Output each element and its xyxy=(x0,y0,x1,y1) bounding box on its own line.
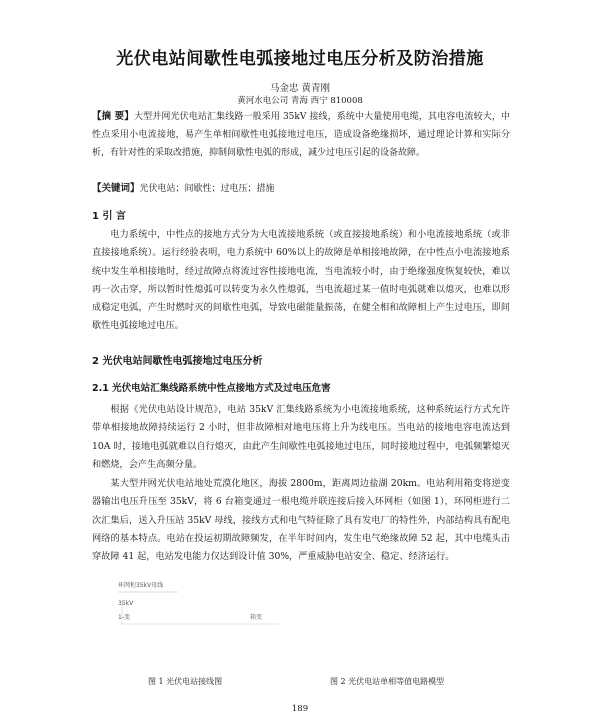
paper-authors: 马金忠 黄青刚 xyxy=(269,83,331,94)
section-1-paragraph: 电力系统中，中性点的接地方式分为大电流接地系统（或直接接地系统）和小电流接地系统（或非直接接地系统）。运行经验表明，电力系统中 60%以上的故障是单相接地故障，在中性点小电流接地系统中发生单相接地时，经过故障点将流过容性接地电流，当电流较小时，由于绝缘强度恢复较快，难以再一次击穿，所以暂时性熄弧可以转变为永久性熄弧，当电流超过某一值时电弧就难以熄灭，也难以形成稳定电弧，产生时燃时灭的间歇性电弧，导致电磁能量振荡，在健全相和故障相上产生过电压，即间歇性电弧接地过电压。 xyxy=(92,229,510,332)
section-2-1-paragraph-1: 根据《光伏电站设计规范》，电站 35kV 汇集线路系统为小电流接地系统，这种系统运行方式允许带单相接地故障持续运行 2 小时，但非故障相对地电压将上升为线电压。当电站的接地电容电流达到 10A 时，接地电弧就难以自行熄灭，由此产生间歇性电弧接地过电压，同时接地过程中，电弧频繁熄灭和燃烧，会产生高频分量。 xyxy=(92,404,510,470)
paper-affiliation: 黄河水电公司 青海 西宁 810008 xyxy=(237,96,363,106)
figure-1-lines xyxy=(118,580,338,640)
figure-1-caption: 图 1 光伏电站接线图 xyxy=(148,677,223,686)
figure-label-box-transformer: 箱变 xyxy=(250,614,263,621)
figure-label-35kv: 35kV xyxy=(118,600,134,607)
figure-2-caption: 图 2 光伏电站单相等值电路模型 xyxy=(330,677,445,686)
abstract-tag: 【摘 要】 xyxy=(92,111,134,122)
paper-title: 光伏电站间歇性电弧接地过电压分析及防治措施 xyxy=(116,49,484,69)
section-2-1-paragraph-2: 某大型并网光伏电站地处荒漠化地区，海拔 2800m，距离周边盐湖 20km。电站利用箱变将逆变器输出电压升压至 35kV，将 6 台箱变通过一根电缆并联连接后接入环网柜（如图 1），环网柜进行二次汇集后，送入升压站 35kV 母线，接线方式和电气特征除了具有发电厂的特性外，内部结构具有配电网络的基本特点。电站在投运初期故障频发，在半年时间内，发生电气绝缘故障 52 起，其中电缆头击穿故障 41 起，电站发电能力仅达到设计值 30%，严重威胁电站安全、稳定、经济运行。 xyxy=(92,478,510,563)
section-2-1-heading: 2.1 光伏电站汇集线路系统中性点接地方式及过电压危害 xyxy=(92,383,331,394)
section-1-heading: 1 引 言 xyxy=(92,211,126,222)
abstract-block xyxy=(92,108,510,162)
keywords-tag: 【关键词】 xyxy=(92,183,140,194)
section-2-heading: 2 光伏电站间歇性电弧接地过电压分析 xyxy=(92,356,263,367)
figure-label-ring-bus: 环网柜35kV母线 xyxy=(118,582,164,589)
page-number: 189 xyxy=(291,704,309,714)
abstract-text: 大型并网光伏电站汇集线路一般采用 35kV 接线，系统中大量使用电缆，其电容电流较大，中性点采用小电流接地，易产生单相间歇性电弧接地过电压，造成设备绝缘损坏，通过理论计算和实际分析，有针对性的采取改措施，抑制间歇性电弧的形成，减少过电压引起的设备故障。 xyxy=(92,112,510,158)
keywords-block xyxy=(92,180,510,198)
keywords-text: 光伏电站；间歇性；过电压；措施 xyxy=(139,184,275,194)
figure-label-transformer-1: 1-变 xyxy=(118,614,130,621)
figure-1-diagram xyxy=(118,580,338,640)
